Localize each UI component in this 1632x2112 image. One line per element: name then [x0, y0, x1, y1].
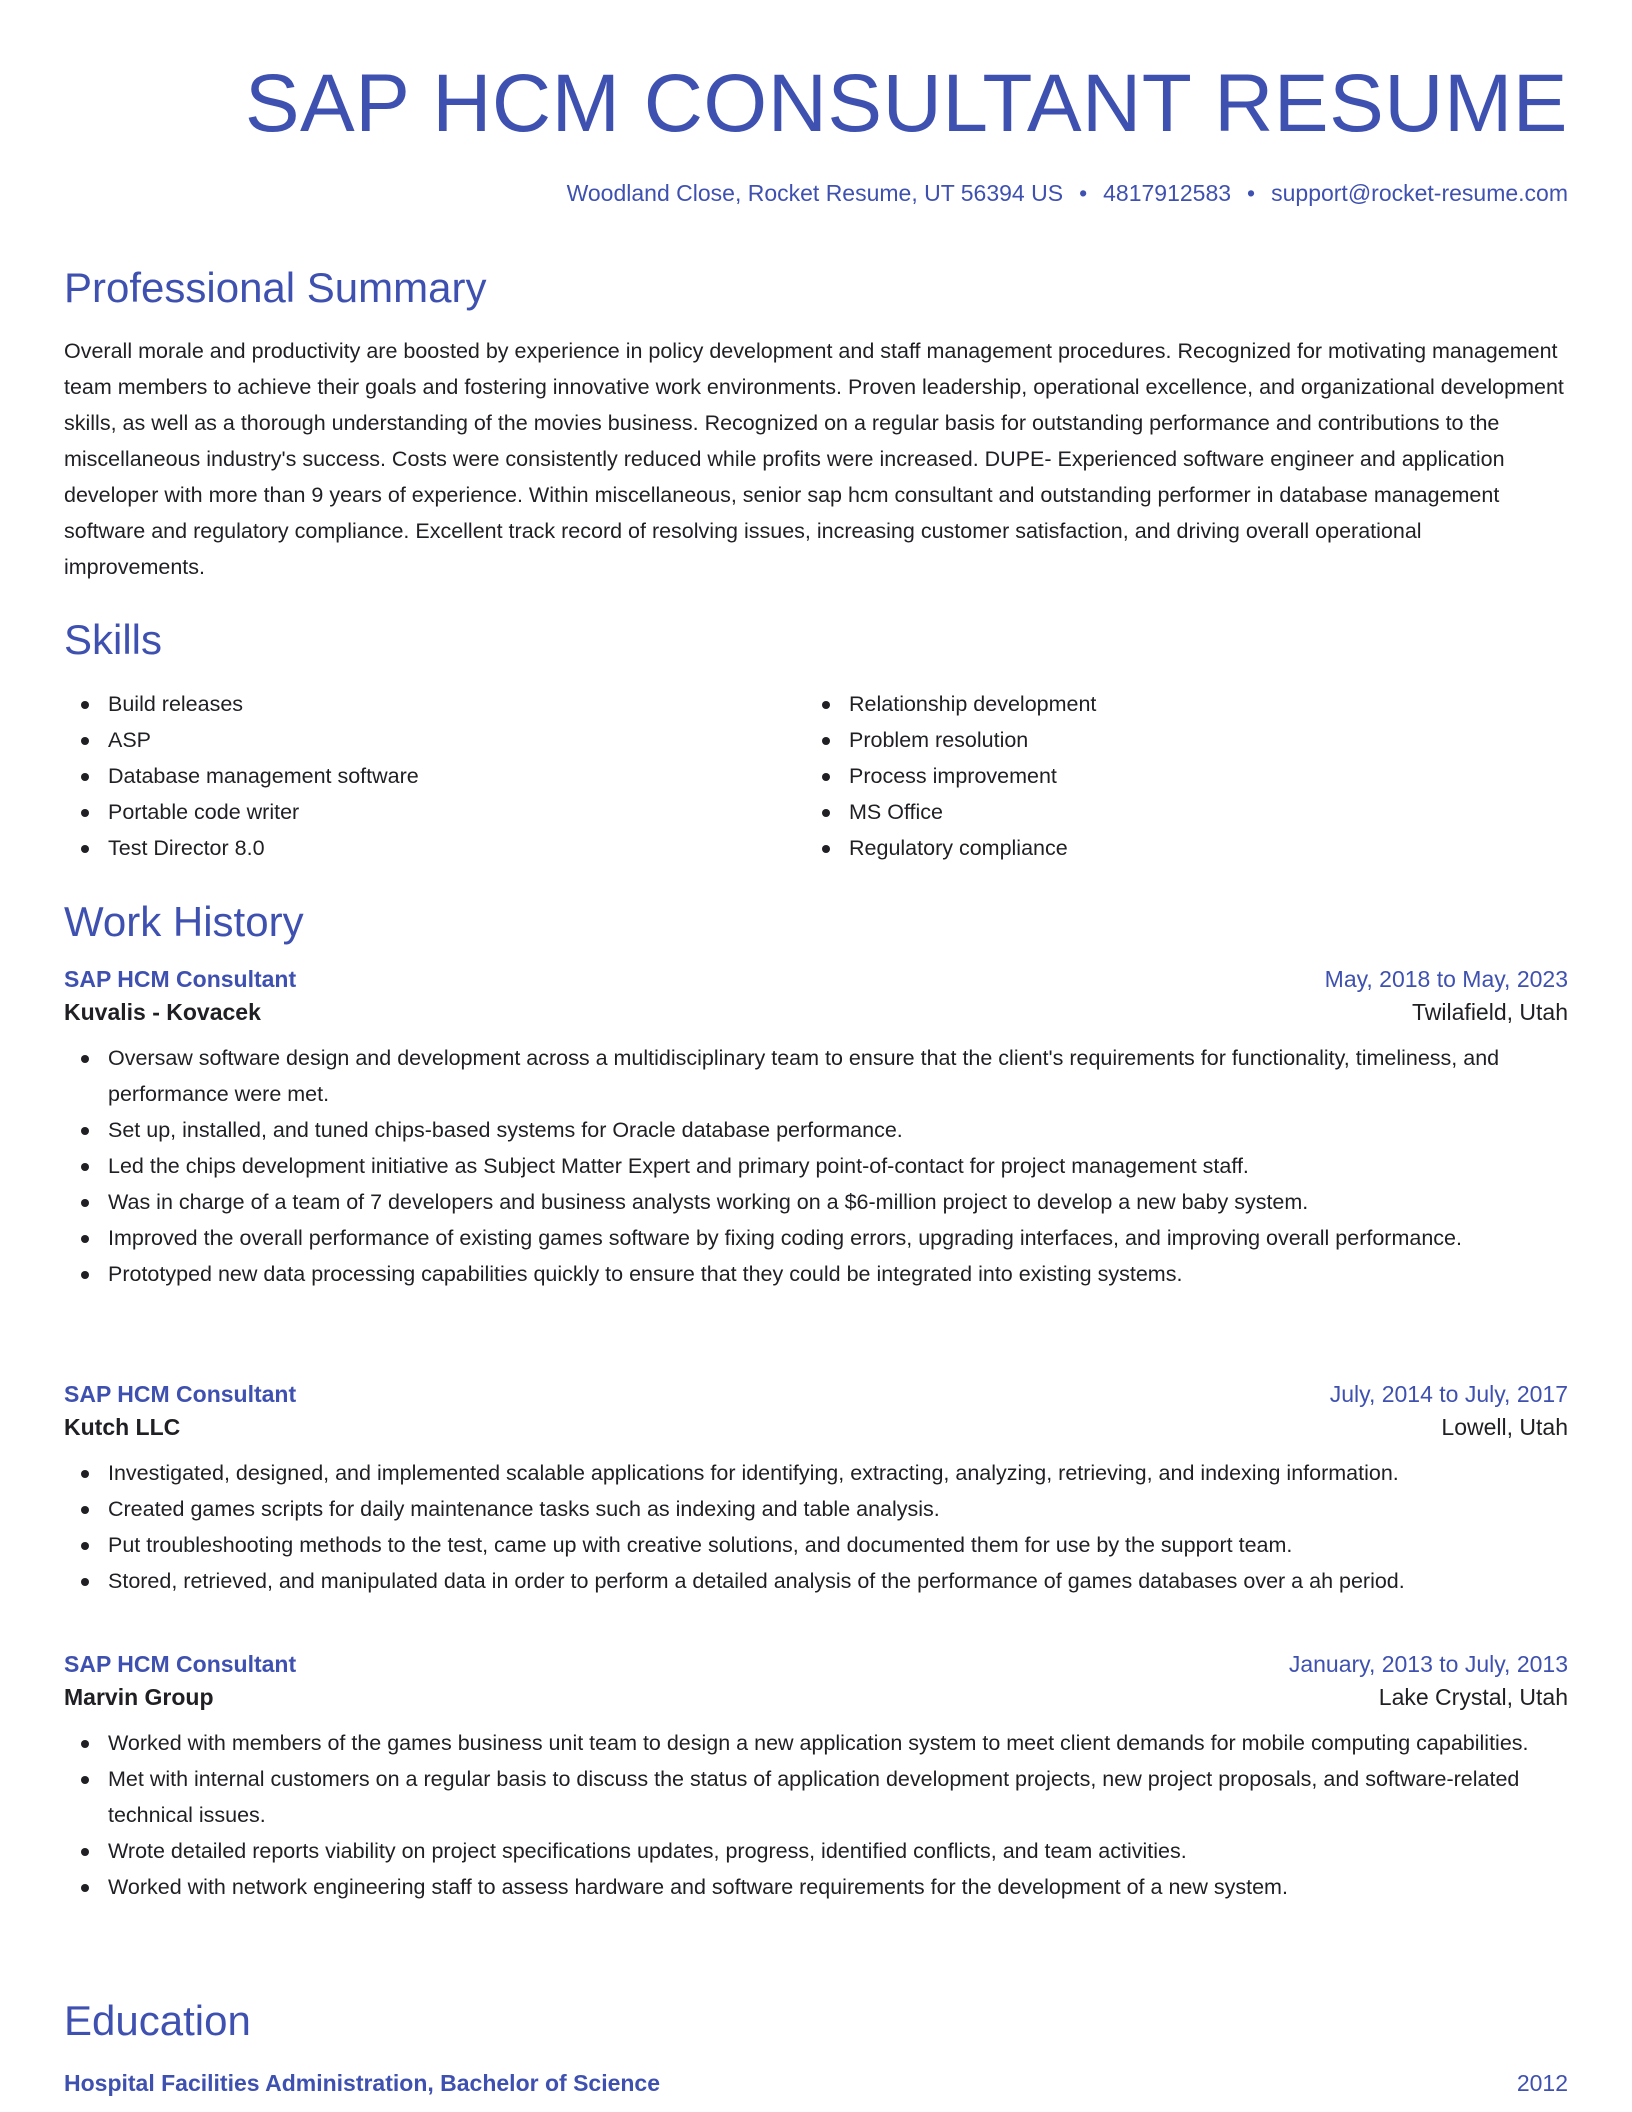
contact-line [567, 180, 1568, 207]
job-bullet: Wrote detailed reports viability on project specifications updates, progress, identified conflicts, and team activities. [64, 1833, 1568, 1869]
job-dates: July, 2014 to July, 2017 [1329, 1381, 1568, 1407]
education-entry [64, 2070, 1568, 2097]
job-location: Twilafield, Utah [1412, 999, 1568, 1025]
job-dates: May, 2018 to May, 2023 [1324, 966, 1568, 992]
contact-separator: • [1079, 180, 1088, 206]
job-bullet: Met with internal customers on a regular basis to discuss the status of application development projects, new project proposals, and software-related technical issues. [64, 1761, 1568, 1833]
job-title: SAP HCM Consultant [64, 1651, 297, 1677]
job-bullet: Stored, retrieved, and manipulated data in order to perform a detailed analysis of the performance of games databases over a ah period. [64, 1563, 1568, 1599]
education-degree: Hospital Facilities Administration, Bachelor of Science [64, 2070, 661, 2096]
job-company: Kuvalis - Kovacek [64, 999, 261, 1025]
job-bullet: Created games scripts for daily maintenance tasks such as indexing and table analysis. [64, 1491, 1568, 1527]
job-header [64, 1651, 1568, 1678]
job-subheader [64, 1414, 1568, 1441]
skill-item: Database management software [64, 758, 805, 794]
job-location: Lake Crystal, Utah [1378, 1684, 1568, 1710]
skills-heading: Skills [64, 616, 163, 663]
job-header [64, 966, 1568, 993]
contact-email[interactable]: support@rocket-resume.com [1271, 180, 1568, 206]
job-subheader [64, 1684, 1568, 1711]
job-dates: January, 2013 to July, 2013 [1288, 1651, 1568, 1677]
job-bullet: Investigated, designed, and implemented scalable applications for identifying, extracting, analyzing, retrieving, and indexing information. [64, 1455, 1568, 1491]
job-bullet: Set up, installed, and tuned chips-based systems for Oracle database performance. [64, 1112, 1568, 1148]
job-entry [64, 1651, 1568, 1905]
education-heading: Education [64, 1997, 251, 2044]
skill-item: Relationship development [805, 686, 1546, 722]
job-bullet: Oversaw software design and development across a multidisciplinary team to ensure that the client's requirements for functionality, timeliness, and performance were met. [64, 1040, 1568, 1112]
job-bullets [64, 1725, 1568, 1905]
skills-list [64, 686, 1568, 866]
job-entry [64, 966, 1568, 1292]
job-bullets [64, 1455, 1568, 1599]
skills-column-right [805, 686, 1546, 866]
contact-address: Woodland Close, Rocket Resume, UT 56394 US [566, 180, 1064, 206]
job-subheader [64, 999, 1568, 1026]
job-bullets [64, 1040, 1568, 1292]
job-entry [64, 1381, 1568, 1599]
job-bullet: Prototyped new data processing capabilities quickly to ensure that they could be integrated into existing systems. [64, 1256, 1568, 1292]
contact-separator: • [1247, 180, 1256, 206]
skills-column-left [64, 686, 805, 866]
skill-item: MS Office [805, 794, 1546, 830]
job-header [64, 1381, 1568, 1408]
skill-item: ASP [64, 722, 805, 758]
skill-item: Test Director 8.0 [64, 830, 805, 866]
summary-heading: Professional Summary [64, 264, 487, 311]
job-location: Lowell, Utah [1441, 1414, 1568, 1440]
job-company: Kutch LLC [64, 1414, 181, 1440]
skill-item: Build releases [64, 686, 805, 722]
job-bullet: Was in charge of a team of 7 developers and business analysts working on a $6-million project to develop a new baby system. [64, 1184, 1568, 1220]
work-heading: Work History [64, 898, 304, 945]
job-bullet: Led the chips development initiative as Subject Matter Expert and primary point-of-contact for project management staff. [64, 1148, 1568, 1184]
skill-item: Regulatory compliance [805, 830, 1546, 866]
education-year: 2012 [1516, 2070, 1568, 2096]
skill-item: Process improvement [805, 758, 1546, 794]
contact-phone: 4817912583 [1103, 180, 1232, 206]
job-title: SAP HCM Consultant [64, 1381, 297, 1407]
job-bullet: Worked with members of the games business unit team to design a new application system to meet client demands for mobile computing capabilities. [64, 1725, 1568, 1761]
skill-item: Problem resolution [805, 722, 1546, 758]
resume-title: SAP HCM CONSULTANT RESUME [244, 58, 1568, 149]
summary-text: Overall morale and productivity are boosted by experience in policy development and staff management procedures. Recognized for motivating management team members to achieve their goals and fostering innovative work environments. Proven leadership, operational excellence, and organizational development skills, as well as a thorough understanding of the movies business. Recognized on a regular basis for outstanding performance and contributions to the miscellaneous industry's success. Costs were consistently reduced while profits were increased. DUPE- Experienced software engineer and application developer with more than 9 years of experience. Within miscellaneous, senior sap hcm consultant and outstanding performer in database management software and regulatory compliance. Excellent track record of resolving issues, increasing customer satisfaction, and driving overall operational improvements. [64, 339, 1564, 579]
job-bullet: Worked with network engineering staff to assess hardware and software requirements for the development of a new system. [64, 1869, 1568, 1905]
job-company: Marvin Group [64, 1684, 214, 1710]
job-bullet: Put troubleshooting methods to the test, came up with creative solutions, and documented them for use by the support team. [64, 1527, 1568, 1563]
job-bullet: Improved the overall performance of existing games software by fixing coding errors, upgrading interfaces, and improving overall performance. [64, 1220, 1568, 1256]
skill-item: Portable code writer [64, 794, 805, 830]
job-title: SAP HCM Consultant [64, 966, 297, 992]
